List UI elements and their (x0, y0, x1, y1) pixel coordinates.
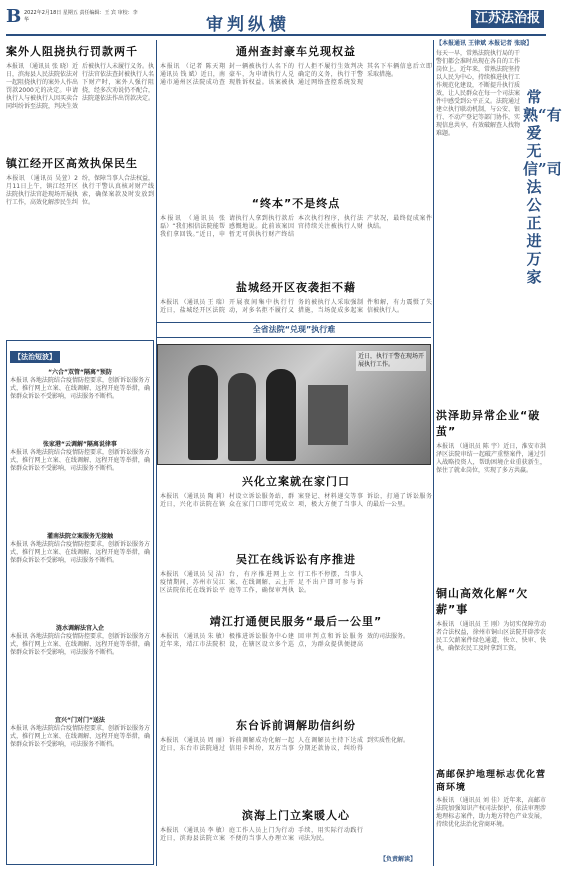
article-a8 (160, 610, 432, 712)
brief-subtitle: 涟水调解法官入企 (55, 625, 104, 632)
article-body: 本报讯 （通讯员 陈 宇）近日，淮安市洪泽区法院审结一起破产重整案件，通过引入战略投资人，帮助困境企业重获新生，保住了就业岗位，实现了多方共赢。 (436, 443, 546, 474)
photo-caption: 近日，执行干警在现场开展执行工作。 (356, 351, 426, 371)
person-figure (228, 373, 256, 461)
page-header (6, 6, 546, 36)
article-title: 铜山高效化解“欠薪”事 (436, 587, 529, 616)
brief-body: 本报讯 各地法院结合疫情防控要求，创新诉讼服务方式，推行网上立案、在线调解、远程开庭等举措，确保群众诉讼不受影响，司法服务不断档。 (10, 449, 150, 472)
article-title: 吴江在线诉讼有序推进 (236, 553, 356, 566)
news-brief-box (6, 340, 154, 865)
article-title: 东台诉前调解助信纠纷 (236, 719, 356, 732)
column-rule (156, 40, 157, 866)
article-title: 兴化立案就在家门口 (242, 475, 350, 488)
article-title: 案外人阻挠执行罚款两千 (6, 45, 138, 58)
article-a7 (160, 548, 432, 608)
article-title: 洪泽助异常企业“破茧” (436, 409, 541, 438)
article-body: 本报讯 （记者 陈天翔 通讯员 钱 斌）近日，南通市通州区法院成功查封一辆被执行人名下的豪车，为申请执行人兑现胜诉权益。该案被执行人拒不履行生效判决确定的义务，执行干警通过网络查控系统发现其名下车辆信息后立即采取措施。 (160, 63, 432, 86)
brief-subtitle: 张家港“云调解”隔离说律事 (43, 441, 117, 448)
article-title: 盐城经开区夜袭拒不藉 (236, 281, 356, 294)
article-a5 (160, 276, 432, 322)
article-a13 (436, 764, 546, 864)
article-title: “终本”不是终点 (251, 197, 341, 210)
series-banner: 全省法院“兑现”执行难 (157, 322, 431, 338)
article-body: 本报讯 （通讯员 吴萱）2月11日上午，镇江经开区法院执行法官赴现场开展执行工作，高效化解涉民生纠纷，保障当事人合法权益，执行干警认真核对财产线索，确保案款及时发放到位。 (6, 175, 155, 206)
article-a4 (160, 192, 432, 274)
section-title: 审判纵横 (206, 15, 290, 35)
article-body: 本报讯 （通讯员 张 晓）近日，滨海县人民法院依法对一起阻挠执行的案外人作出罚款2000元的决定。申请执行人与被执行人因买卖合同纠纷诉至法院，判决生效后被执行人未履行义务。执行法官依法查封被执行人名下财产时，案外人强行阻挠，经多次劝说仍不配合，法院遂依法作出罚款决定。 (6, 63, 155, 110)
document-board (308, 385, 348, 445)
box-head: 【法治短波】 (10, 351, 60, 363)
article-body: 本报讯 （通讯员 吴 洁）疫情期间，苏州市吴江区法院依托在线诉讼平台，有序推进网上立案、在线调解、云上开庭等工作，确保审判执行工作不停摆，当事人足不出户即可参与诉讼。 (160, 571, 363, 594)
footer-note: 【负责解读】 (380, 856, 417, 863)
article-a12 (436, 582, 546, 762)
brief-body: 本报讯 各地法院结合疫情防控要求，创新诉讼服务方式，推行网上立案、在线调解、远程开庭等举措，确保群众诉讼不受影响，司法服务不断档。 (10, 633, 150, 656)
article-title: 高邮保护地理标志优化营商环境 (436, 770, 547, 793)
newspaper-logo: 江苏法治报 (471, 10, 544, 28)
brief-subtitle: 灌南法院立案服务无接触 (46, 533, 113, 540)
article-body: 本报讯 （通讯员 张 磊）“我们相信法院能帮我们拿回钱。”近日，申请执行人拿到执行款后感慨地说。此前该案因暂无可供执行财产终结本次执行程序，执行法官持续关注被执行人财产状况，最终促成案件执结。 (160, 215, 432, 238)
article-title: 通州查封豪车兑现权益 (236, 45, 356, 58)
article-a2 (6, 152, 154, 332)
brief-body: 本报讯 各地法院结合疫情防控要求，创新诉讼服务方式，推行网上立案、在线调解、远程开庭等举措，确保群众诉讼不受影响，司法服务不断档。 (10, 725, 150, 748)
article-body: 本报讯 （通讯员 刘 佳）近年来，高邮市法院加强知识产权司法保护，依法审理涉地理标志案件，助力地方特色产业发展，持续优化法治化营商环境。 (436, 797, 546, 828)
brief-body: 本报讯 各地法院结合疫情防控要求，创新诉讼服务方式，推行网上立案、在线调解、远程开庭等举措，确保群众诉讼不受影响，司法服务不断档。 (10, 541, 150, 564)
article-title: 镇江经开区高效执保民生 (6, 157, 138, 170)
article-title: 滨海上门立案暖人心 (242, 809, 350, 822)
article-body: 本报讯 （通讯员 陶 莉）近日，兴化市法院在镇村设立诉讼服务站，群众在家门口即可完成立案登记、材料递交等事项，极大方便了当事人诉讼，打通了诉讼服务的最后一公里。 (160, 493, 432, 508)
commentary-head: 【本报通讯 王律斌 本报记者 张晓】 (436, 40, 533, 47)
person-figure (188, 365, 218, 460)
article-a6 (160, 470, 432, 545)
column-rule (433, 40, 434, 866)
article-a9 (160, 714, 432, 802)
article-a3 (160, 40, 432, 190)
brief-body: 本报讯 各地法院结合疫情防控要求，创新诉讼服务方式，推行网上立案、在线调解、远程开庭等举措，确保群众诉讼不受影响，司法服务不断档。 (10, 377, 150, 400)
issue-meta: 2022年2月18日 星期五 责任编辑：王 宾 审校：李 华 (24, 10, 138, 23)
brief-subtitle: 宜兴“门对门”送法 (55, 717, 105, 724)
article-body: 本报讯 （通讯员 李 敏）近日，滨海县法院立案庭工作人员上门为行动不便的当事人办理立案手续，用实际行动践行司法为民。 (160, 827, 363, 842)
article-body: 本报讯 （通讯员 王 刚）为切实保障劳动者合法权益，徐州市铜山区法院开辟涉农民工欠薪案件绿色通道，快立、快审、快执，确保农民工及时拿到工资。 (436, 621, 546, 652)
article-a11 (436, 404, 546, 580)
person-figure (266, 369, 296, 461)
commentary-body: 每天一早，常熟法院执行局的干警们都会准时出现在各自的工作岗位上。近年来，常熟法院坚持以人民为中心，持续推进执行工作规范化建设，不断提升执行质效，让人民群众在每一个司法案件中感受到公平正义。法院通过建立执行联动机制，与公安、银行、不动产登记等部门协作，实现信息共享，有效破解查人找物难题。 (436, 50, 521, 137)
news-photo (157, 344, 431, 465)
article-title: 靖江打通便民服务“最后一公里” (209, 615, 383, 628)
article-a1 (6, 40, 154, 150)
article-a10 (160, 804, 432, 860)
article-body: 本报讯 （通讯员 王 瑞）近日，盐城经开区法院开展夜间集中执行行动，对多名拒不履行义务的被执行人采取强制措施，当场促成多起案件和解，有力震慑了失信被执行人。 (160, 299, 432, 314)
brief-subtitle: “六合”双管“隔离”预防 (48, 369, 112, 376)
vertical-headline: 常熟“有爱无信”司法公正进万家 (523, 88, 562, 286)
page-number: B (6, 6, 22, 27)
article-body: 本报讯 （通讯员 周 丽）近日，东台市法院通过诉前调解成功化解一起信用卡纠纷，双方当事人在调解员主持下达成分期还款协议，纠纷得到实质性化解。 (160, 737, 410, 752)
article-body: 本报讯 （通讯员 朱 敏）近年来，靖江市法院积极推进诉讼服务中心建设，在辖区设立多个巡回审判点和诉讼服务点，为群众提供便捷高效的司法服务。 (160, 633, 410, 648)
